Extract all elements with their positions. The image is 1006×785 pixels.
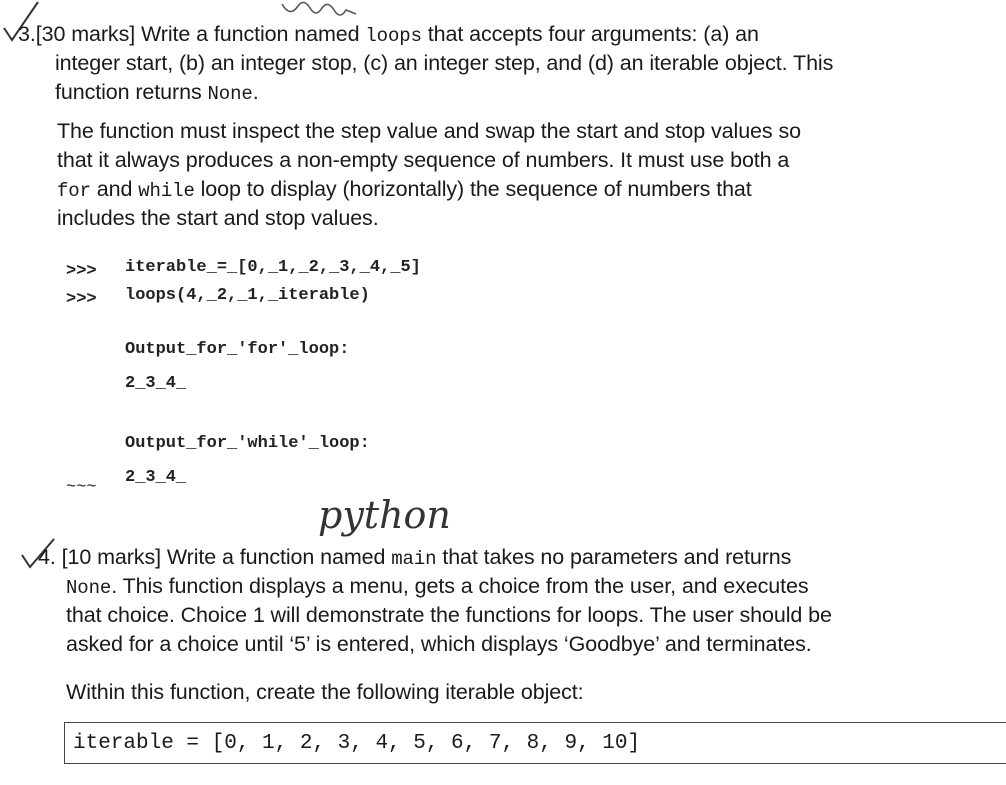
q3-line2: integer start, (b) an integer stop, (c) an integer step, and (d) an iterable object. This bbox=[55, 51, 834, 75]
q3-line1-text-a: Write a function named bbox=[135, 22, 366, 46]
q3-p2-line1: The function must inspect the step value and swap the start and stop values so bbox=[57, 119, 801, 143]
inline-code-main: main bbox=[391, 548, 437, 570]
inline-code-loops: loops bbox=[365, 25, 422, 47]
q3-line1-text-b: that accepts four arguments: (a) an bbox=[421, 22, 759, 46]
iterable-code-text: iterable = [0, 1, 2, 3, 4, 5, 6, 7, 8, 9, 10] bbox=[73, 732, 641, 755]
q3-marks: [30 marks] bbox=[35, 22, 136, 46]
q3-p2-line4: includes the start and stop values. bbox=[57, 206, 379, 230]
q4-line4: asked for a choice until ‘5’ is entered, which displays ‘Goodbye’ and terminates. bbox=[66, 632, 812, 656]
inline-code-while: while bbox=[138, 180, 195, 202]
q3-line3-text-a: function returns bbox=[55, 80, 208, 104]
q3-number: 3. bbox=[18, 22, 36, 46]
example-output-for-label: Output_for_'for'_loop: bbox=[125, 340, 350, 359]
q3-p2-line3-text-b: loop to display (horizontally) the sequence of numbers that bbox=[194, 177, 752, 201]
example-output-while-label: Output_for_'while'_loop: bbox=[125, 434, 370, 453]
inline-code-for: for bbox=[57, 180, 91, 202]
q4-line2 bbox=[66, 572, 809, 603]
q4-number: 4. bbox=[38, 545, 56, 569]
q4-heading-line bbox=[38, 543, 791, 574]
example-output-while-value: 2_3_4_ bbox=[125, 468, 187, 487]
iterable-code-box bbox=[64, 722, 1006, 764]
q4-line1-text-a: Write a function named bbox=[160, 545, 392, 569]
q4-line2-text: . This function displays a menu, gets a choice from the user, and executes bbox=[111, 574, 809, 598]
q3-line3 bbox=[55, 78, 259, 109]
q3-p2-line3 bbox=[57, 175, 752, 206]
handwritten-scribble-top bbox=[280, 0, 370, 22]
example-code-line-1: iterable_=_[0,_1,_2,_3,_4,_5] bbox=[125, 258, 421, 277]
q4-marks: [10 marks] bbox=[61, 545, 161, 569]
q4-line1-text-b: that takes no parameters and returns bbox=[436, 545, 792, 569]
q4-line3: that choice. Choice 1 will demonstrate the functions for loops. The user should be bbox=[66, 603, 832, 627]
q4-p2-line1: Within this function, create the following iterable object: bbox=[66, 680, 584, 704]
inline-code-none-q4: None bbox=[66, 577, 112, 599]
example-prompt-1: >>> bbox=[66, 262, 97, 281]
example-end-marker: ~~~ bbox=[66, 478, 97, 497]
q3-line3-text-b: . bbox=[252, 80, 259, 104]
inline-code-none: None bbox=[207, 83, 253, 105]
q3-heading-line bbox=[18, 20, 759, 51]
q3-p2-line3-text-a: and bbox=[90, 177, 139, 201]
q3-p2-line2: that it always produces a non-empty sequence of numbers. It must use both a bbox=[57, 148, 790, 172]
handwritten-python-annotation: python bbox=[318, 493, 451, 537]
example-prompt-2: >>> bbox=[66, 290, 97, 309]
example-output-for-value: 2_3_4_ bbox=[125, 374, 187, 393]
example-code-line-2: loops(4,_2,_1,_iterable) bbox=[125, 286, 370, 305]
